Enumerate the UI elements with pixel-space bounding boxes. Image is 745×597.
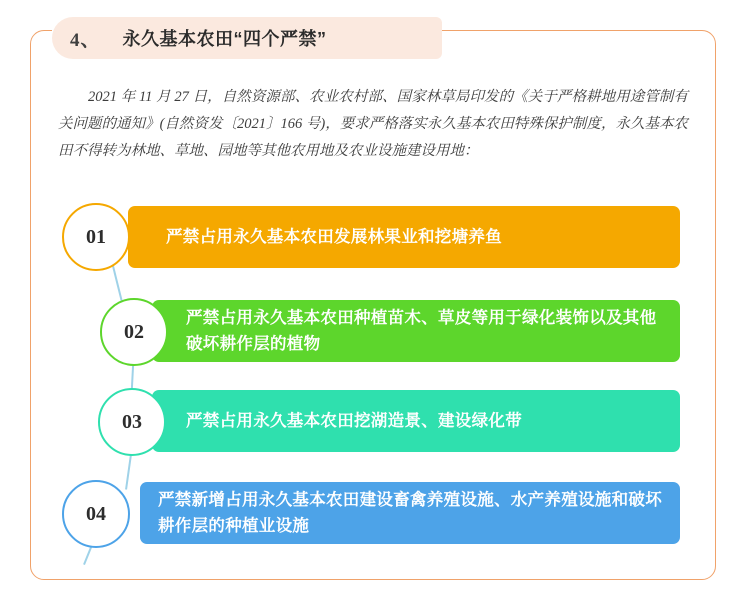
item-number-03: 03 xyxy=(122,410,142,433)
item-bar-04 xyxy=(140,482,680,544)
section-title-pill xyxy=(52,17,442,59)
item-text-03: 严禁占用永久基本农田挖湖造景、建设绿化带 xyxy=(186,411,522,430)
item-text-04: 严禁新增占用永久基本农田建设畜禽养殖设施、水产养殖设施和破坏耕作层的种植业设施 xyxy=(158,491,662,535)
item-badge-01 xyxy=(62,203,130,271)
item-text-01: 严禁占用永久基本农田发展林果业和挖塘养鱼 xyxy=(166,227,502,246)
item-badge-04 xyxy=(62,480,130,548)
item-number-01: 01 xyxy=(86,225,106,248)
item-number-04: 04 xyxy=(86,502,106,525)
item-number-02: 02 xyxy=(124,320,144,343)
item-bar-02 xyxy=(152,300,680,362)
item-badge-03 xyxy=(98,388,166,456)
item-bar-03 xyxy=(152,390,680,452)
section-number: 4、 xyxy=(70,29,101,51)
item-bar-01 xyxy=(128,206,680,268)
intro-paragraph: 2021 年 11 月 27 日，自然资源部、农业农村部、国家林草局印发的《关于严格耕地用途管制有关问题的通知》(自然资发〔2021〕166 号)，要求严格落实永久基本农田特殊保护制度，永久基本农田不得转为林地、草地、园地等其他农用地及农业设施建设用地： xyxy=(58,89,688,159)
item-text-02: 严禁占用永久基本农田种植苗木、草皮等用于绿化装饰以及其他破坏耕作层的植物 xyxy=(186,309,657,353)
item-badge-02 xyxy=(100,298,168,366)
page-title: 永久基本农田“四个严禁” xyxy=(122,29,327,49)
